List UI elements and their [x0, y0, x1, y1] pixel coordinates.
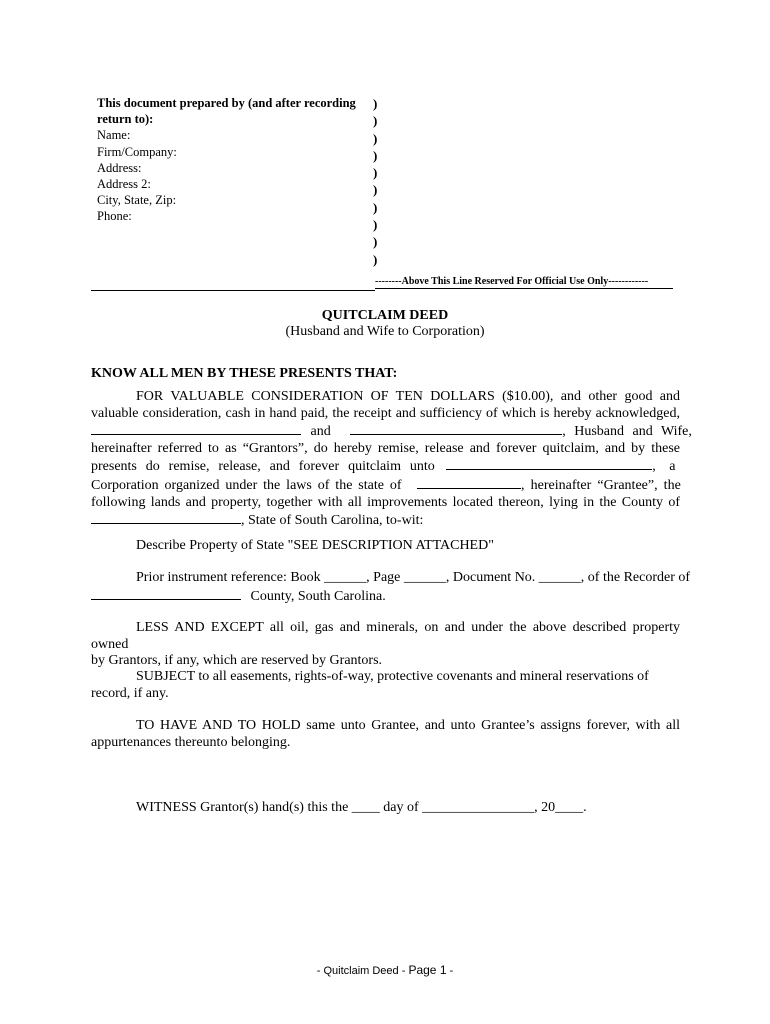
prepared-by-label: This document prepared by (and after recording [97, 96, 356, 110]
paren: ) [373, 217, 378, 233]
and-word: and [310, 424, 331, 440]
laws-of-state-text: Corporation organized under the laws of the state of [91, 477, 402, 493]
preparer-block [97, 95, 377, 225]
city-state-zip-field-label: City, State, Zip: [97, 193, 177, 208]
paren: ) [373, 199, 378, 215]
less-except-paragraph [91, 620, 680, 670]
document-subtitle: (Husband and Wife to Corporation) [285, 324, 485, 339]
subject-paragraph [91, 669, 680, 702]
address-field-label: Address: [97, 160, 142, 175]
paren: ) [373, 147, 378, 163]
describe-property-text: Describe Property of State "SEE DESCRIPTION ATTACHED" [136, 538, 494, 553]
address2-field-label: Address 2: [97, 177, 151, 192]
prior-instrument-paragraph [91, 570, 691, 605]
paren: ) [373, 113, 378, 129]
page-footer [0, 963, 770, 977]
state-south-carolina-text: , State of South Carolina, to-wit: [241, 513, 424, 529]
paren: ) [373, 182, 378, 198]
habendum-paragraph [91, 718, 680, 751]
consideration-line-8 [91, 511, 680, 530]
return-to-label: return to): [97, 112, 154, 127]
habendum-line-1: TO HAVE AND TO HOLD same unto Grantee, and unto Grantee’s assigns forever, with all [136, 718, 680, 733]
recorder-county-blank[interactable] [91, 587, 241, 600]
grantor1-blank[interactable] [91, 422, 301, 435]
county-blank[interactable] [91, 511, 241, 524]
state-blank[interactable] [417, 476, 521, 489]
firm-field-label: Firm/Company: [97, 144, 177, 159]
consideration-line-3 [91, 422, 692, 441]
consideration-line-4: hereinafter referred to as “Grantors”, do hereby remise, release and forever quitclaim, and by these [91, 440, 680, 456]
bracket-column [373, 95, 377, 268]
witness-line: WITNESS Grantor(s) hand(s) this the ____ day of ________________, 20____. [136, 800, 587, 815]
consideration-paragraph [91, 389, 692, 530]
less-except-line-1: LESS AND EXCEPT all oil, gas and minerals, on and under the above described property owned [91, 620, 680, 652]
know-all-heading: KNOW ALL MEN BY THESE PRESENTS THAT: [91, 366, 398, 381]
consideration-line-2: valuable consideration, cash in hand paid, the receipt and sufficiency of which is hereby acknowledged, [91, 405, 680, 421]
paren: ) [373, 130, 378, 146]
grantor2-blank[interactable] [350, 422, 562, 435]
hereinafter-grantee-text: , hereinafter “Grantee”, the [521, 477, 681, 493]
consideration-line-7: following lands and property, together with all improvements located thereon, lying in the County of [91, 494, 680, 510]
prior-instrument-line-1: Prior instrument reference: Book ______, Page ______, Document No. ______, of the Recorder of [136, 570, 691, 585]
page-number: Page 1 [408, 963, 447, 977]
subject-line-2: record, if any. [91, 685, 169, 701]
witness-paragraph [91, 800, 680, 817]
consideration-line-5 [91, 457, 680, 476]
paren: ) [373, 251, 378, 267]
subject-line-1: SUBJECT to all easements, rights-of-way, protective covenants and mineral reservations of [136, 669, 649, 684]
grantee-blank[interactable] [446, 457, 652, 470]
official-use-line: --------Above This Line Reserved For Official Use Only------------ [375, 276, 673, 289]
consideration-line-6 [91, 476, 680, 495]
county-south-carolina-text: County, South Carolina. [250, 588, 386, 604]
consideration-line-1: FOR VALUABLE CONSIDERATION OF TEN DOLLARS ($10.00), and other good and [136, 389, 680, 404]
footer-suffix: - [446, 965, 454, 977]
paren: ) [373, 96, 378, 111]
describe-paragraph [91, 538, 680, 555]
husband-wife-text: , Husband and Wife, [562, 424, 692, 440]
recording-divider [91, 290, 375, 291]
quitclaim-unto-text: presents do remise, release, and forever quitclaim unto [91, 459, 435, 475]
footer-prefix: - Quitclaim Deed - [316, 965, 409, 977]
habendum-line-2: appurtenances thereunto belonging. [91, 734, 291, 750]
document-title: QUITCLAIM DEED [321, 308, 449, 323]
phone-field-label: Phone: [97, 209, 132, 224]
prior-instrument-line-2 [91, 587, 680, 606]
name-field-label: Name: [97, 128, 131, 143]
paren: ) [373, 234, 378, 250]
paren: ) [373, 165, 378, 181]
corporation-a-text: , a [652, 459, 676, 475]
less-except-line-2: by Grantors, if any, which are reserved by Grantors. [91, 653, 383, 669]
